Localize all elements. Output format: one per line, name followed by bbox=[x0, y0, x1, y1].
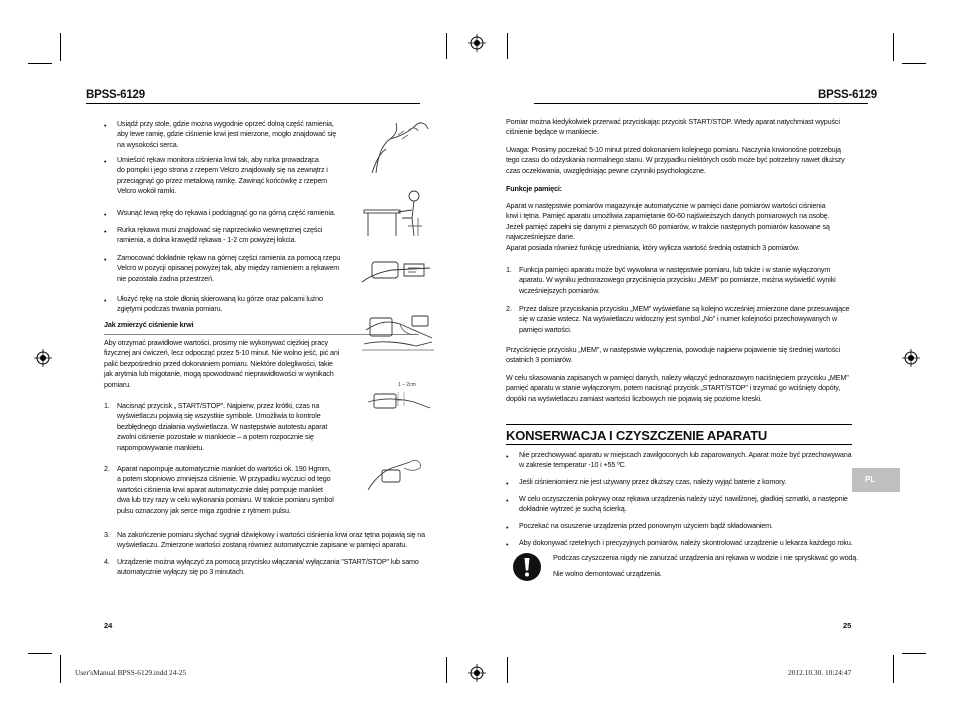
step-text: Funkcja pamięci aparatu może być wywołana w następstwie pomiaru, lub także i w stanie wyłączonym aparatu. W wyniku jednorazowego przyciśnięcia przycisku „MEM" po pomiarze, można wyświetlić wyniki wcześniejszych pomiarów. bbox=[519, 265, 836, 295]
intro-paragraph: Aby otrzymać prawidłowe wartości, prosimy nie wykonywać ciężkiej pracy fizycznej ani ćwiczeń, lecz odpocząć przez 5-10 minut. Nie wolno jeść, pić ani palić bezpośrednio przed dokonaniem pomiaru. Niektóre dolegliwości, takie jak arytmia lub migotanie, mogą spowodować nieprawidłowości w wynikach pomiaru. bbox=[104, 338, 340, 389]
page-number-right: 25 bbox=[843, 621, 852, 630]
step-text: Urządzenie można wyłączyć za pomocą przycisku włączania/ wyłączania "START/STOP" lub samo automatycznie wyłączy się po 3 minutach. bbox=[117, 557, 419, 577]
right-paragraph-3: Aparat w następstwie pomiarów magazynuje automatycznie w pamięci dane pomiarów wartości ciśnienia krwi i tętna. Pamięć aparatu umożliwia zapamiętanie 60-60 najświeższych danych pomiarowych na osobę. Jeżeli pamięć zapełni się danymi z pierwszych 60 pomiarów, w trakcie następnych pomiarów kasowane są najwcześniejsze dane. Aparat posiada również funkcję uśredniania, który wylicza wartość średnią ostatnich 3 pomiarów. bbox=[506, 201, 830, 252]
warning-text-1: Podczas czyszczenia nigdy nie zanurzać urządzenia ani rękawa w wodzie i nie spryskiwać go wodą. bbox=[553, 553, 858, 562]
registration-mark-top bbox=[468, 34, 486, 52]
step-number: 4. bbox=[104, 557, 110, 566]
step-number: 2. bbox=[506, 304, 512, 313]
right-paragraph-2: Uwaga: Prosimy poczekać 5-10 minut przed dokonaniem kolejnego pomiaru. Naczynia krwionośne potrzebują tego czasu do odzyskania normalnego stanu. W przypadku niektórych osób może być potrzebny nawet dłuższy czas oczekiwania, uwzględniając pewne czynniki psychologiczne. bbox=[506, 145, 845, 175]
right-page-model: BPSS-6129 bbox=[818, 89, 877, 101]
bullet-text: Umieścić rękaw monitora ciśnienia krwi tak, aby rurka prowadząca do pompki i jego strona z rzepem Velcro znajdowały się na zewnątrz i przeciągnąć go przez metalową ramkę. Zawinąć końcówkę z rzepem Velcro wokół ramki. bbox=[117, 155, 328, 196]
bullet-text: Rurka rękawa musi znajdować się naprzeciwko wewnętrznej części ramienia, a dolna krawędź rękawa - 1-2 cm powyżej łokcia. bbox=[117, 225, 323, 245]
illustration-person-at-table bbox=[362, 188, 432, 240]
step-text: Nacisnąć przycisk „ START/STOP". Najpierw, przez krótki, czas na wyświetlaczu pojawią się wszystkie symbole. Umożliwia to kontrole bezbłędnego działania wyświetlacza. W następstwie autotestu aparat zwolni ciśnienie pozostałe w mankiecie – a potem rozpocznie się napompowywanie mankietu. bbox=[117, 401, 328, 452]
bullet-text: Zamocować dokładnie rękaw na górnej części ramienia za pomocą rzepu Velcro w pozycji opisanej powyżej tak, aby między ramieniem a rękawem nie pozostała żadna przestrzeń. bbox=[117, 253, 341, 283]
illustration-arm-raised bbox=[368, 115, 434, 175]
bullet-text: Usiądź przy stole, gdzie można wygodnie oprzeć dolną część ramienia, aby lewe ramię, gdzie ciśnienie krwi jest mierzone, mogło znajdować się na wysokości serca. bbox=[117, 119, 337, 149]
illustration-arm-on-table bbox=[360, 330, 436, 356]
bullet-text: Nie przechowywać aparatu w miejscach zawilgoconych lub zaparowanych. Aparat może być przechowywana w zakresie temperatur -10 i +55 ºC. bbox=[519, 450, 852, 470]
left-page-model: BPSS-6129 bbox=[86, 89, 145, 101]
memory-heading: Funkcje pamięci: bbox=[506, 184, 562, 193]
footer-filename: User'sManual BPSS-6129.indd 24-25 bbox=[75, 668, 187, 677]
registration-mark-left bbox=[34, 349, 52, 367]
registration-mark-bottom bbox=[468, 664, 486, 682]
registration-mark-right bbox=[902, 349, 920, 367]
step-text: Aparat napompuje automatycznie mankiet do wartości ok. 190 Hgmm, a potem stopniowo zmniejsza ciśnienie. W przypadku wyczuci od tego wartości ciśnienia krwi aparat automatycznie dalej pompuje mankiet dwa lub trzy razy w celu wykonania pomiaru. W trakcie pomiaru symbol pulsu oznaczony jak serce miga zgodnie z rytmem pulsu. bbox=[117, 464, 334, 515]
step-number: 3. bbox=[104, 530, 110, 539]
page-number-left: 24 bbox=[104, 621, 113, 630]
section-title-maintenance: KONSERWACJA I CZYSZCZENIE APARATU bbox=[506, 428, 768, 443]
warning-exclamation-icon bbox=[512, 552, 542, 582]
section-top-rule bbox=[506, 424, 852, 425]
illustration-label-distance: 1 – 2cm bbox=[398, 382, 416, 388]
step-number: 2. bbox=[104, 464, 110, 473]
bullet-text: Poczekać na osuszenie urządzenia przed ponownym użyciem bądź składowaniem. bbox=[519, 521, 773, 530]
subheading-measure: Jak zmierzyć ciśnienie krwi bbox=[104, 320, 194, 329]
right-paragraph-1: Pomiar można kiedykolwiek przerwać przyciskając przycisk START/STOP. Wtedy aparat natychmiast wypuści ciśnienie będące w mankiecie. bbox=[506, 117, 840, 137]
right-paragraph-4: Przyciśnięcie przycisku „MEM", w następstwie wyłączenia, powoduje najpierw pojawienie się średniej wartości ostatnich 3 pomiarów. bbox=[506, 345, 841, 365]
step-text: Na zakończenie pomiaru słychać sygnał dźwiękowy i wartości ciśnienia krwi oraz tętna pojawią się na wyświetlaczu. Zmierzone wartości zostaną również automatycznie zapisane w pamięci aparatu. bbox=[117, 530, 425, 550]
step-text: Przez dalsze przyciskania przycisku „MEM" wyświetlane są kolejno wcześniej zmierzone dane przesuwające się w czasie wstecz. Na wyświetlaczu widoczny jest symbol „No" i numer kolejności przechowywanych w pamięci wartości. bbox=[519, 304, 850, 334]
left-header-rule bbox=[86, 103, 420, 104]
bullet-text: Wsunąć lewą rękę do rękawa i podciągnąć go na górną część ramienia. bbox=[117, 208, 336, 217]
right-paragraph-5: W celu skasowania zapisanych w pamięci danych, należy włączyć jednorazowym naciśnięciem przycisku „MEM" pamięć aparatu w stanie wyłączonym, potem nacisnąć przycisk „START/STOP" i trzymać go wciśnięty dopóty, dopóki na wyświetlaczu zamiast wartości liczbowych nie pojawią się poziome kreski. bbox=[506, 373, 849, 403]
language-tab: PL bbox=[852, 468, 900, 492]
bullet-text: Jeśli ciśnieniomierz nie jest używany przez dłuższy czas, należy wyjąć baterie z komory. bbox=[519, 477, 787, 486]
step-number: 1. bbox=[506, 265, 512, 274]
illustration-hand-wrist bbox=[364, 450, 426, 494]
bullet-text: W celu oczyszczenia pokrywy oraz rękawa urządzenia należy użyć nawilżonej, gładkiej szmatki, a następnie dokładnie wytrzeć je suchą ścierką. bbox=[519, 494, 848, 514]
right-header-rule bbox=[534, 103, 868, 104]
section-bottom-rule bbox=[506, 444, 852, 445]
footer-timestamp: 2012.10.30. 10:24:47 bbox=[788, 668, 852, 677]
bullet-text: Aby dokonywać rzetelnych i precyzyjnych pomiarów, należy skontrolować urządzenie u lekarza każdego roku. bbox=[519, 538, 853, 547]
bullet-text: Ułożyć rękę na stole dłonią skierowaną ku górze oraz palcami lużno zgiętymi podczas trwania pomiaru. bbox=[117, 294, 323, 314]
warning-text-2: Nie wolno demontować urządzenia. bbox=[553, 569, 662, 578]
illustration-cuff-on-arm bbox=[360, 252, 436, 288]
step-number: 1. bbox=[104, 401, 110, 410]
